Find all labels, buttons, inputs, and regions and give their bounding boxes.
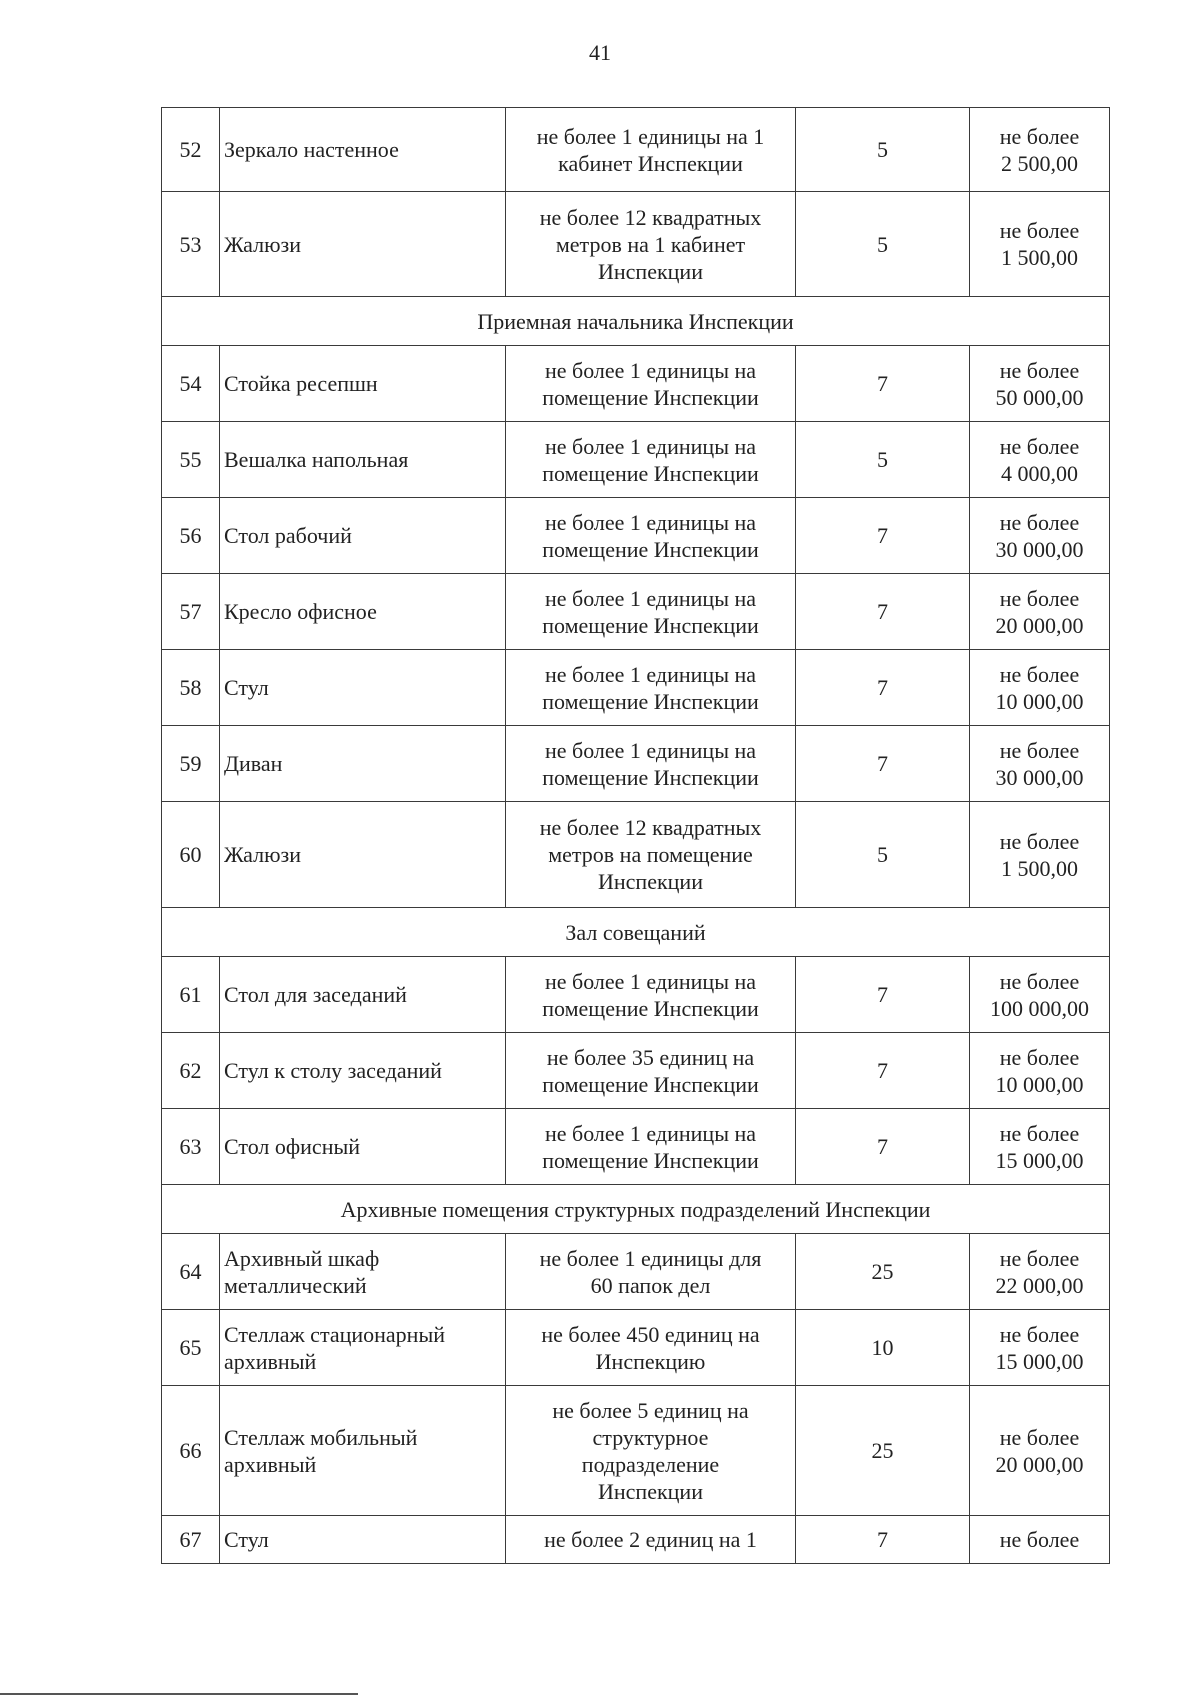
item-price (970, 108, 1110, 192)
item-term: 5 (796, 802, 970, 908)
item-name (220, 1386, 506, 1516)
item-norm-line: не более 1 единицы на (544, 509, 757, 535)
item-price (970, 957, 1110, 1033)
item-number: 53 (162, 192, 220, 297)
item-number: 58 (162, 650, 220, 726)
item-price-line: 30 000,00 (995, 764, 1084, 790)
item-number: 67 (162, 1516, 220, 1564)
item-norm-line: не более 1 единицы для (539, 1245, 762, 1271)
item-name (220, 802, 506, 908)
table-row (162, 726, 1110, 802)
item-term: 10 (796, 1310, 970, 1386)
item-name (220, 574, 506, 650)
item-norm-line: помещение Инспекции (542, 384, 759, 410)
item-norm (506, 1109, 796, 1185)
item-price-line: не более (999, 218, 1080, 243)
item-price-line: не более (999, 433, 1080, 459)
item-name (220, 346, 506, 422)
item-term: 7 (796, 650, 970, 726)
item-norm (506, 1234, 796, 1310)
item-norm-line: помещение Инспекции (542, 1147, 759, 1173)
item-number: 64 (162, 1234, 220, 1310)
item-price-line: не более (999, 585, 1080, 611)
item-price-line: не более (999, 661, 1080, 687)
item-name (220, 422, 506, 498)
item-norm-line: кабинет Инспекции (558, 150, 743, 176)
item-term: 25 (796, 1234, 970, 1310)
item-norm-line: не более 2 единиц на 1 (544, 1527, 757, 1552)
item-name-line: Стул к столу заседаний (224, 1058, 442, 1083)
item-number: 55 (162, 422, 220, 498)
item-norm-line: помещение Инспекции (542, 536, 759, 562)
item-norm-line: не более 1 единицы на 1 (536, 123, 765, 149)
item-number: 65 (162, 1310, 220, 1386)
table-row (162, 1310, 1110, 1386)
item-term: 7 (796, 957, 970, 1033)
furniture-norms-table (161, 107, 1110, 1564)
item-norm-line: помещение Инспекции (542, 1071, 759, 1097)
item-name (220, 108, 506, 192)
table-row (162, 1033, 1110, 1109)
item-term: 7 (796, 1033, 970, 1109)
item-name-line: Стул (224, 1527, 269, 1552)
item-norm (506, 726, 796, 802)
item-price (970, 192, 1110, 297)
item-price-line: не более (999, 1044, 1080, 1070)
item-norm (506, 108, 796, 192)
item-price-line: 30 000,00 (995, 536, 1084, 562)
item-norm (506, 1386, 796, 1516)
item-name-line: Стойка ресепшн (224, 371, 378, 396)
item-term: 7 (796, 498, 970, 574)
item-norm (506, 957, 796, 1033)
item-norm-line: метров на 1 кабинет (555, 231, 746, 257)
item-price-line: 1 500,00 (1001, 855, 1078, 881)
item-price-line: не более (999, 828, 1080, 854)
item-price-line: 20 000,00 (995, 612, 1084, 638)
item-name-line: Зеркало настенное (224, 137, 399, 162)
table-row (162, 574, 1110, 650)
item-price (970, 1109, 1110, 1185)
item-term: 7 (796, 1109, 970, 1185)
item-name (220, 650, 506, 726)
item-price-line: не более (999, 737, 1080, 763)
table-row (162, 957, 1110, 1033)
item-name-line: Кресло офисное (224, 599, 377, 624)
item-price-line: не более (999, 1424, 1080, 1450)
item-price-line: 50 000,00 (995, 384, 1084, 410)
item-norm-line: 60 папок дел (590, 1272, 711, 1298)
item-number: 60 (162, 802, 220, 908)
item-price-line: не более (999, 357, 1080, 383)
item-number: 59 (162, 726, 220, 802)
item-price (970, 1234, 1110, 1310)
section-title: Зал совещаний (162, 908, 1110, 957)
item-name (220, 498, 506, 574)
item-norm-line: Инспекции (598, 258, 703, 284)
item-term: 5 (796, 422, 970, 498)
table-row (162, 1109, 1110, 1185)
item-term: 7 (796, 346, 970, 422)
item-name-line: Жалюзи (224, 231, 301, 257)
section-row (162, 1185, 1110, 1234)
item-name-line: Вешалка напольная (224, 447, 409, 472)
item-term: 25 (796, 1386, 970, 1516)
table-row (162, 422, 1110, 498)
item-name-line: Архивный шкаф (224, 1245, 380, 1271)
item-name (220, 192, 506, 297)
item-price-line: не более (999, 1321, 1080, 1347)
item-norm-line: не более 35 единиц на (546, 1044, 755, 1070)
item-name-line: Стеллаж мобильный (224, 1424, 418, 1450)
section-title: Архивные помещения структурных подразделений Инспекции (162, 1185, 1110, 1234)
item-name-line: архивный (224, 1451, 317, 1477)
item-norm-line: структурное (592, 1424, 709, 1450)
table-row (162, 1386, 1110, 1516)
item-term: 7 (796, 574, 970, 650)
item-norm (506, 192, 796, 297)
item-name-line: Жалюзи (224, 842, 301, 867)
item-norm-line: не более 1 единицы на (544, 661, 757, 687)
item-norm (506, 346, 796, 422)
item-norm-line: Инспекции (598, 1478, 703, 1504)
item-price-line: не более (999, 1120, 1080, 1146)
item-norm (506, 802, 796, 908)
item-name (220, 1234, 506, 1310)
item-price-line: 10 000,00 (995, 1071, 1084, 1097)
item-number: 61 (162, 957, 220, 1033)
item-norm-line: помещение Инспекции (542, 688, 759, 714)
item-norm-line: не более 1 единицы на (544, 737, 757, 763)
item-price-line: 15 000,00 (995, 1147, 1084, 1173)
item-norm (506, 498, 796, 574)
item-term: 7 (796, 1516, 970, 1564)
item-name-line: металлический (224, 1272, 367, 1298)
item-price-line: не более (999, 1527, 1080, 1552)
page-number: 41 (589, 40, 611, 65)
item-price (970, 802, 1110, 908)
item-norm-line: не более 1 единицы на (544, 968, 757, 994)
item-norm-line: помещение Инспекции (542, 995, 759, 1021)
item-name-line: Стол рабочий (224, 523, 352, 548)
item-name-line: Стол офисный (224, 1134, 361, 1159)
table-row (162, 498, 1110, 574)
section-row (162, 908, 1110, 957)
item-norm-line: не более 12 квадратных (539, 204, 762, 230)
item-price (970, 1310, 1110, 1386)
item-price (970, 422, 1110, 498)
item-number: 66 (162, 1386, 220, 1516)
item-name (220, 1310, 506, 1386)
item-price-line: не более (999, 123, 1080, 149)
item-term: 5 (796, 108, 970, 192)
table-row (162, 650, 1110, 726)
item-norm (506, 1310, 796, 1386)
section-row (162, 297, 1110, 346)
table-row (162, 802, 1110, 908)
item-price (970, 1033, 1110, 1109)
item-number: 52 (162, 108, 220, 192)
table-row (162, 108, 1110, 192)
item-norm-line: не более 1 единицы на (544, 585, 757, 611)
item-price-line: 4 000,00 (1001, 460, 1078, 486)
item-norm (506, 650, 796, 726)
item-norm-line: Инспекции (598, 869, 703, 894)
item-norm-line: не более 5 единиц на (552, 1397, 749, 1423)
item-price-line: 15 000,00 (995, 1348, 1084, 1374)
item-norm-line: не более 450 единиц на (541, 1321, 760, 1347)
item-price-line: 100 000,00 (990, 995, 1089, 1021)
item-name (220, 1109, 506, 1185)
item-price (970, 574, 1110, 650)
item-norm-line: не более 12 квадратных (539, 815, 762, 840)
item-name-line: архивный (224, 1348, 317, 1374)
item-price-line: 1 500,00 (1001, 245, 1078, 270)
item-price-line: 20 000,00 (995, 1451, 1084, 1477)
table-row (162, 192, 1110, 297)
item-price-line: 10 000,00 (995, 688, 1084, 714)
item-norm-line: помещение Инспекции (542, 460, 759, 486)
item-price (970, 1386, 1110, 1516)
item-term: 5 (796, 192, 970, 297)
table-row (162, 1234, 1110, 1310)
item-norm-line: Инспекцию (595, 1348, 706, 1374)
item-price (970, 726, 1110, 802)
item-number: 63 (162, 1109, 220, 1185)
item-name-line: Стул (224, 675, 269, 700)
item-norm-line: метров на помещение (548, 842, 753, 867)
item-name (220, 1516, 506, 1564)
item-term: 7 (796, 726, 970, 802)
item-number: 54 (162, 346, 220, 422)
item-norm (506, 422, 796, 498)
table-row (162, 346, 1110, 422)
table-row (162, 1516, 1110, 1564)
item-name-line: Диван (224, 751, 283, 776)
item-norm-line: не более 1 единицы на (544, 357, 757, 383)
item-number: 56 (162, 498, 220, 574)
item-norm-line: подразделение (581, 1451, 720, 1477)
item-price (970, 346, 1110, 422)
item-norm (506, 574, 796, 650)
item-norm (506, 1516, 796, 1564)
item-norm (506, 1033, 796, 1109)
item-norm-line: помещение Инспекции (542, 612, 759, 638)
item-price-line: не более (999, 1245, 1080, 1271)
item-price-line: не более (999, 509, 1080, 535)
item-name (220, 957, 506, 1033)
item-norm-line: помещение Инспекции (542, 764, 759, 790)
item-price-line: 2 500,00 (1001, 150, 1078, 176)
item-name-line: Стол для заседаний (224, 982, 407, 1007)
bottom-rule (0, 1693, 358, 1695)
item-number: 62 (162, 1033, 220, 1109)
item-price-line: 22 000,00 (995, 1272, 1084, 1298)
item-price-line: не более (999, 968, 1080, 994)
section-title: Приемная начальника Инспекции (162, 297, 1110, 346)
item-name (220, 1033, 506, 1109)
item-price (970, 1516, 1110, 1564)
item-price (970, 498, 1110, 574)
item-norm-line: не более 1 единицы на (544, 1120, 757, 1146)
item-price (970, 650, 1110, 726)
item-name-line: Стеллаж стационарный (224, 1321, 446, 1347)
item-name (220, 726, 506, 802)
item-norm-line: не более 1 единицы на (544, 433, 757, 459)
item-number: 57 (162, 574, 220, 650)
